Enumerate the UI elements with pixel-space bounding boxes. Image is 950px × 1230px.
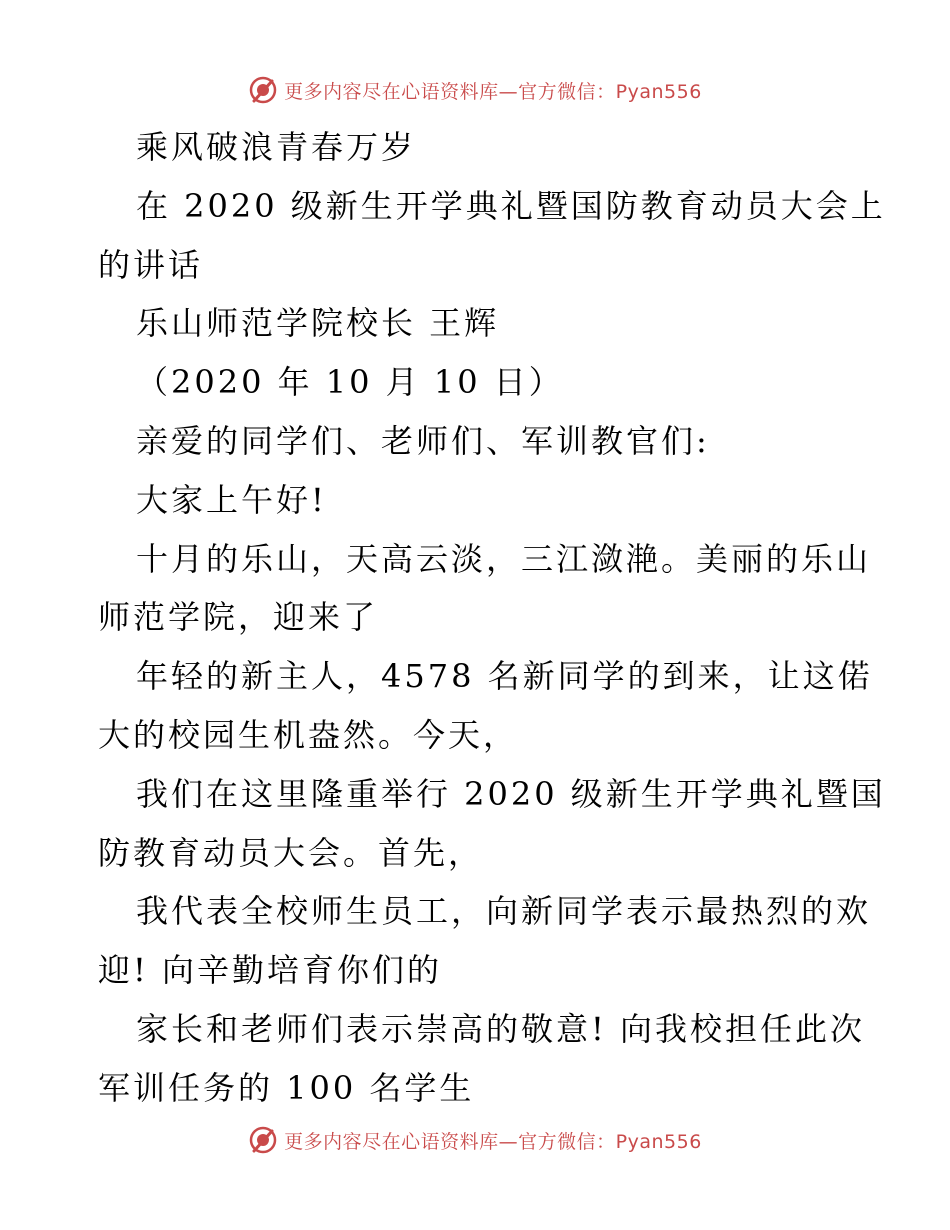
text-line: 年轻的新主人，4578 名新同学的到来，让这偌 (136, 657, 873, 696)
text-line: 军训任务的 100 名学生 (98, 1068, 475, 1107)
watermark-wechat-id: Pyan556 (615, 1130, 702, 1153)
text-line: 乐山师范学院校长 王辉 (136, 304, 500, 343)
watermark-wechat-id: Pyan556 (615, 80, 702, 103)
watermark-label: 更多内容尽在心语资料库—官方微信： (284, 1130, 616, 1153)
text-line: 师范学院，迎来了 (98, 598, 379, 637)
header-watermark-text (284, 77, 702, 104)
text-line: 亲爱的同学们、老师们、军训教官们: (136, 421, 710, 460)
text-line: 家长和老师们表示崇高的敬意! 向我校担任此次 (136, 1009, 866, 1048)
text-line: 防教育动员大会。首先， (98, 833, 484, 872)
text-line: 大的校园生机盎然。今天， (98, 715, 519, 754)
document-body (98, 118, 886, 1118)
text-line: （2020 年 10 月 10 日） (136, 363, 564, 402)
pen-logo-icon (248, 1125, 278, 1155)
pen-logo-icon (248, 75, 278, 105)
text-line: 我代表全校师生员工，向新同学表示最热烈的欢 (136, 892, 872, 931)
text-line: 我们在这里隆重举行 2020 级新生开学典礼暨国 (136, 774, 886, 813)
text-line: 乘风破浪青春万岁 (136, 128, 417, 166)
text-line: 十月的乐山，天高云淡，三江潋滟。美丽的乐山 (136, 539, 872, 578)
footer-watermark-text (284, 1127, 702, 1154)
watermark-label: 更多内容尽在心语资料库—官方微信： (284, 80, 616, 103)
text-line: 大家上午好! (136, 480, 327, 519)
text-line: 迎! 向辛勤培育你们的 (98, 951, 443, 990)
text-line: 的讲话 (98, 245, 204, 284)
text-line: 在 2020 级新生开学典礼暨国防教育动员大会上 (136, 186, 886, 225)
header-watermark (0, 70, 950, 110)
footer-watermark (0, 1120, 950, 1160)
